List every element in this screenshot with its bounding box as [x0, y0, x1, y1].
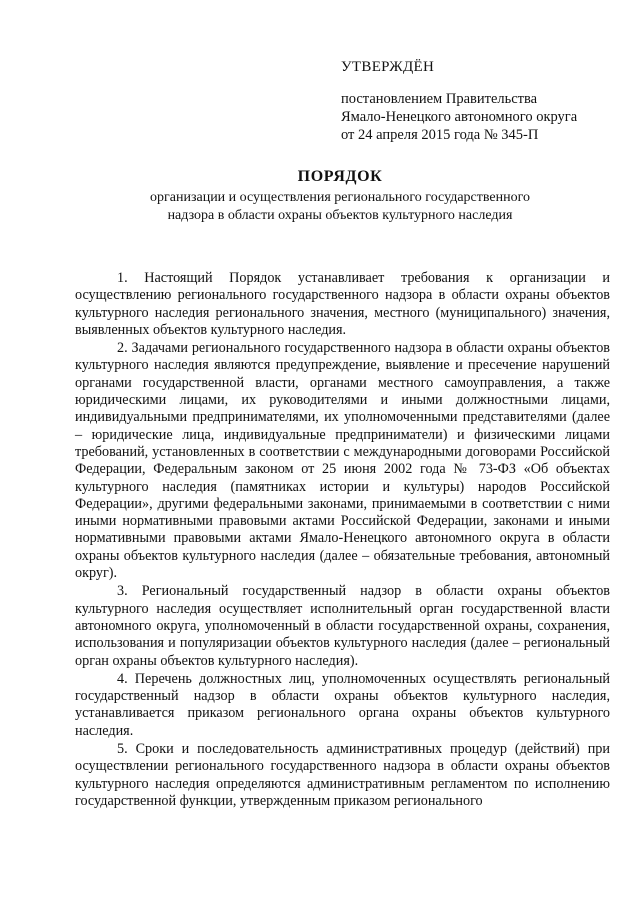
- paragraph-1: 1. Настоящий Порядок устанавливает требования к организации и осуществлению регионального государственного надзора в области охраны объектов культурного наследия регионального значения, местного (муниципального) значения, выявленных объектов культурного наследия.: [75, 270, 610, 338]
- document-subtitle-line-2: надзора в области охраны объектов культурного наследия: [167, 208, 513, 223]
- approval-line-1: постановлением Правительства: [341, 91, 538, 107]
- approval-stamp: [341, 58, 601, 144]
- paragraph-2: 2. Задачами регионального государственного надзора в области охраны объектов культурного наследия являются предупреждение, выявление и пресечение нарушений органами государственной власти, органами местного самоуправления, а также юридическими лицами, их руководителями и иными должностными лицами, индивидуальными предпринимателями, их уполномоченными представителями (далее – юридические лица, индивидуальные предприниматели) и физическими лицами требований, установленных в соответствии с международными договорами Российской Федерации, Федеральным законом от 25 июня 2002 года № 73-ФЗ «Об объектах культурного наследия (памятниках истории и культуры) народов Российской Федерации», другими федеральными законами, принимаемыми в соответствии с ними иными нормативными правовыми актами Российской Федерации, законами и иными нормативными правовыми актами Ямало-Ненецкого автономного округа в области охраны объектов культурного наследия (далее – обязательные требования, автономный округ).: [75, 340, 610, 582]
- approval-line-2: Ямало-Ненецкого автономного округа: [341, 109, 578, 125]
- paragraph-4: 4. Перечень должностных лиц, уполномоченных осуществлять региональный государственный надзор в области охраны объектов культурного наследия, устанавливается приказом регионального органа охраны объектов культурного наследия.: [75, 670, 610, 739]
- document-subtitle-line-1: организации и осуществления регионального государственного: [150, 190, 530, 205]
- document-title: ПОРЯДОК: [297, 168, 383, 185]
- document-title-block: [60, 168, 620, 225]
- approval-heading: УТВЕРЖДЁН: [341, 59, 435, 75]
- document-body: [75, 270, 610, 811]
- paragraph-3: 3. Региональный государственный надзор в области охраны объектов культурного наследия осуществляет исполнительный орган государственной власти автономного округа, уполномоченный в области государственной охраны, сохранения, использования и популяризации объектов культурного наследия (далее – региональный орган охраны объектов культурного наследия).: [75, 583, 610, 669]
- paragraph-5: 5. Сроки и последовательность административных процедур (действий) при осуществлении регионального государственного надзора в области охраны объектов культурного наследия определяются административным регламентом по исполнению государственной функции, утвержденным приказом регионального: [75, 741, 610, 809]
- approval-line-3: от 24 апреля 2015 года № 345-П: [341, 127, 539, 143]
